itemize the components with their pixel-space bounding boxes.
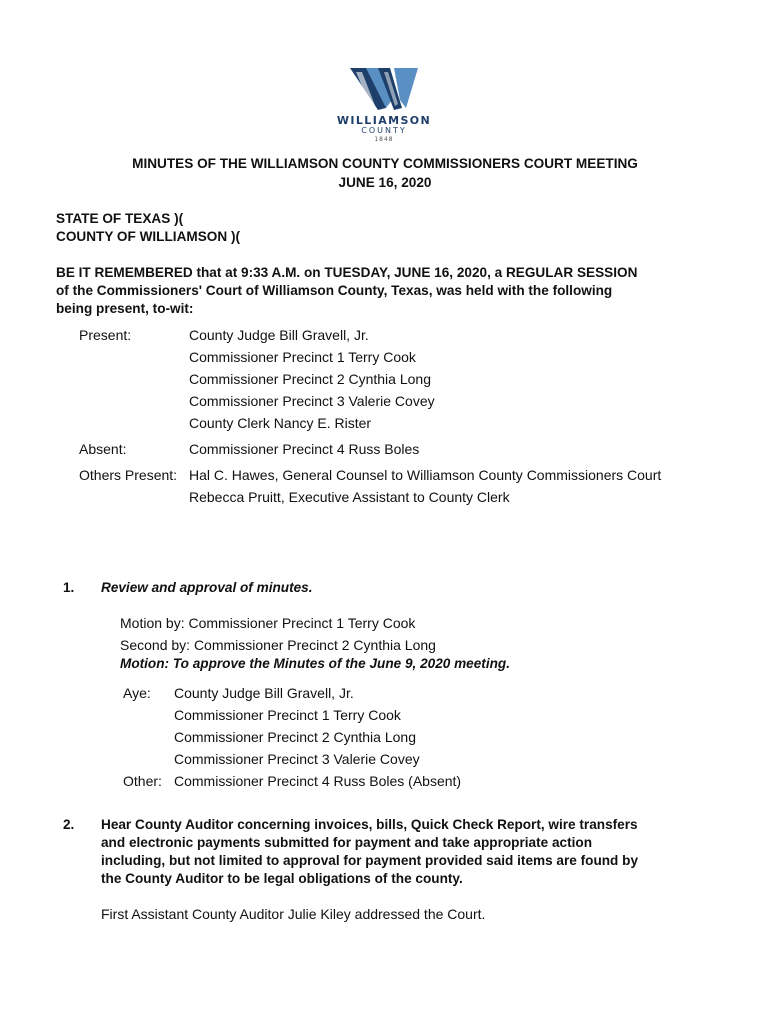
others-item: Hal C. Hawes, General Counsel to Williamson County Commissioners Court: [189, 467, 662, 483]
present-item: County Judge Bill Gravell, Jr.: [189, 327, 369, 343]
present-item: Commissioner Precinct 2 Cynthia Long: [189, 371, 431, 387]
logo-year: 1848: [374, 136, 394, 143]
item-number: 1.: [63, 580, 75, 595]
logo-name: WILLIAMSON: [336, 114, 432, 127]
remembered-line-1: BE IT REMEMBERED that at 9:33 A.M. on TUESDAY, JUNE 16, 2020, a REGULAR SESSION: [56, 265, 638, 280]
venue-county: COUNTY OF WILLIAMSON )(: [56, 229, 241, 244]
item-title-line: and electronic payments submitted for payment and take appropriate action: [101, 835, 592, 850]
present-item: Commissioner Precinct 1 Terry Cook: [189, 349, 416, 365]
aye-item: Commissioner Precinct 3 Valerie Covey: [174, 751, 420, 767]
absent-label: Absent:: [79, 441, 127, 457]
logo-sub: COUNTY: [361, 126, 407, 135]
motion-text: Motion: To approve the Minutes of the June 9, 2020 meeting.: [120, 656, 510, 671]
aye-label: Aye:: [123, 685, 151, 701]
other-label: Other:: [123, 773, 162, 789]
present-item: Commissioner Precinct 3 Valerie Covey: [189, 393, 435, 409]
venue-state: STATE OF TEXAS )(: [56, 211, 184, 226]
remembered-line-2: of the Commissioners' Court of Williamson County, Texas, was held with the following: [56, 283, 613, 298]
item-note: First Assistant County Auditor Julie Kiley addressed the Court.: [101, 906, 486, 922]
other-item: Commissioner Precinct 4 Russ Boles (Absent): [174, 773, 462, 789]
aye-item: Commissioner Precinct 1 Terry Cook: [174, 707, 401, 723]
present-item: County Clerk Nancy E. Rister: [189, 415, 372, 431]
second-by: Second by: Commissioner Precinct 2 Cynthia Long: [120, 637, 436, 653]
remembered-line-3: being present, to-wit:: [56, 301, 194, 316]
present-label: Present:: [79, 327, 132, 343]
logo-wordmark: [300, 114, 468, 143]
absent-item: Commissioner Precinct 4 Russ Boles: [189, 441, 420, 457]
others-label: Others Present:: [79, 467, 178, 483]
document-date: JUNE 16, 2020: [338, 175, 432, 190]
item-title: Review and approval of minutes.: [101, 580, 313, 595]
item-number: 2.: [63, 817, 75, 832]
item-title-line: including, but not limited to approval for payment provided said items are found by: [101, 853, 638, 868]
item-title-line: the County Auditor to be legal obligations of the county.: [101, 871, 463, 886]
others-item: Rebecca Pruitt, Executive Assistant to County Clerk: [189, 489, 510, 505]
motion-by: Motion by: Commissioner Precinct 1 Terry Cook: [120, 615, 416, 631]
document-title: MINUTES OF THE WILLIAMSON COUNTY COMMISSIONERS COURT MEETING: [132, 156, 638, 171]
aye-item: Commissioner Precinct 2 Cynthia Long: [174, 729, 416, 745]
w-mark-icon: [350, 68, 418, 110]
item-title-line: Hear County Auditor concerning invoices, bills, Quick Check Report, wire transfers: [101, 817, 638, 832]
aye-item: County Judge Bill Gravell, Jr.: [174, 685, 354, 701]
